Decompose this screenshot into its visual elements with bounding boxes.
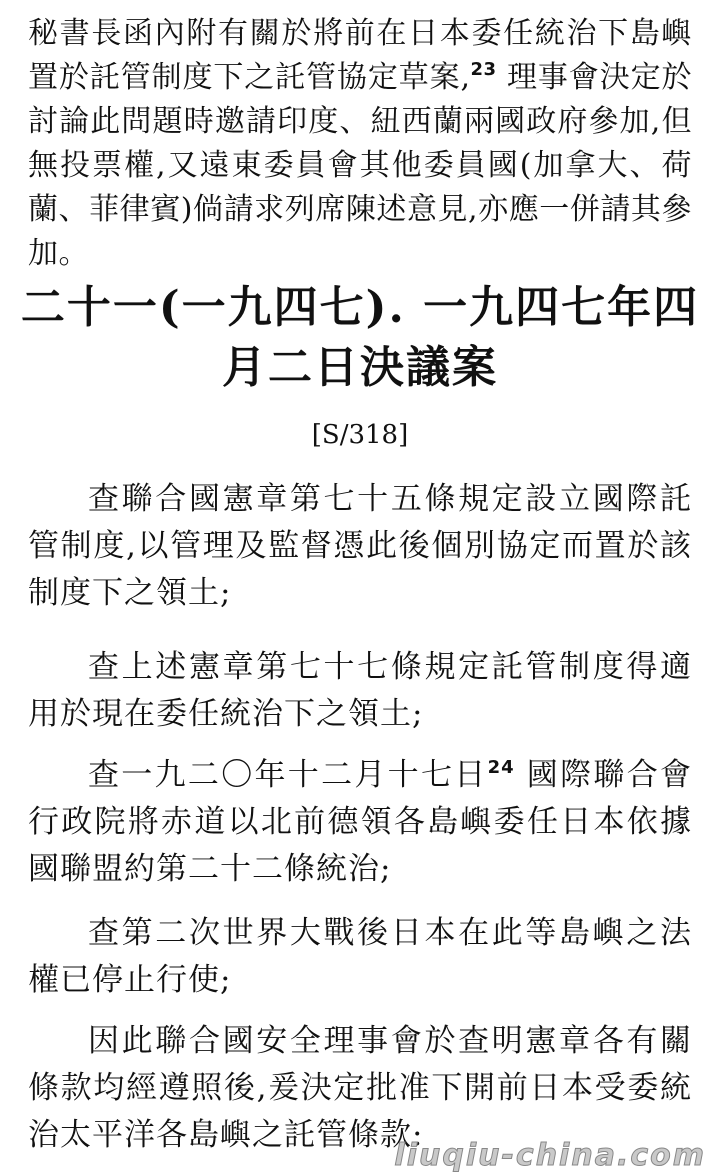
footnote-23[interactable]: 23 <box>470 59 497 80</box>
intro-paragraph <box>28 12 692 276</box>
footnote-24[interactable]: 24 <box>487 757 515 778</box>
recital-3-text-before: 查一九二〇年十二月十七日 <box>88 757 488 793</box>
recital-paragraph-3 <box>28 752 692 893</box>
intro-text-part2: 理事會決定於討論此問題時邀請印度、紐西蘭兩國政府參加,但無投票權,又遠東委員會其他委員國(加拿大、荷蘭、菲律賓)倘請求列席陳述意見,亦應一併請其參加。 <box>28 60 692 271</box>
recital-3-text-after: 國際聯合會行政院將赤道以北前德領各島嶼委任日本依據國聯盟約第二十二條統治; <box>28 757 693 887</box>
watermark: liuqiu-china.com <box>394 1138 706 1173</box>
document-reference: [S/318] <box>311 420 409 450</box>
resolution-title: 二十一(一九四七). 一九四七年四月二日決議案 <box>20 282 700 393</box>
recital-paragraph-5: 因此聯合國安全理事會於查明憲章各有關條款均經遵照後,爰決定批准下開前日本受委統治太平洋各島嶼之託管條款: <box>28 1023 692 1153</box>
recital-paragraph-4: 查第二次世界大戰後日本在此等島嶼之法權已停止行使; <box>28 915 692 998</box>
intro-text-part1: 秘書長函內附有關於將前在日本委任統治下島嶼置於託管制度下之託管協定草案, <box>28 16 692 95</box>
recital-paragraph-1: 查聯合國憲章第七十五條規定設立國際託管制度,以管理及監督憑此後個別協定而置於該制度下之領土; <box>28 481 692 611</box>
recital-paragraph-2: 查上述憲章第七十七條規定託管制度得適用於現在委任統治下之領土; <box>28 649 692 732</box>
